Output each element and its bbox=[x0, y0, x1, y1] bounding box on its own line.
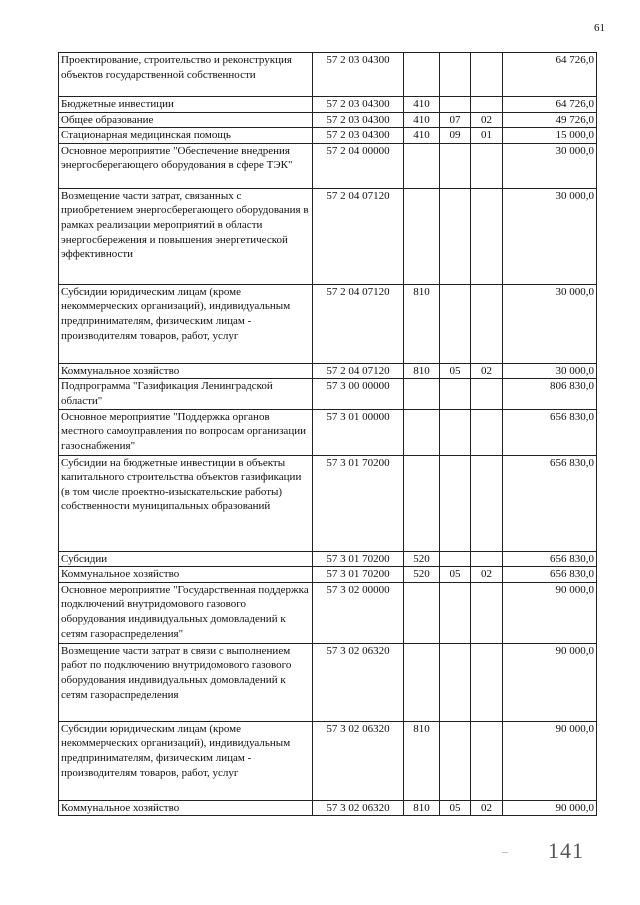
row-subsection bbox=[471, 97, 503, 113]
row-expense-type bbox=[404, 379, 440, 409]
row-name: Коммунальное хозяйство bbox=[59, 567, 313, 583]
row-name: Субсидии bbox=[59, 551, 313, 567]
row-name: Возмещение части затрат в связи с выполнением работ по подключению внутридомового газового оборудования индивидуальных домовладений к сетям газораспределения bbox=[59, 643, 313, 721]
row-expense-type bbox=[404, 188, 440, 284]
row-section bbox=[440, 582, 471, 643]
footer-dots: ... bbox=[502, 846, 508, 855]
row-section bbox=[440, 97, 471, 113]
row-expense-type: 810 bbox=[404, 800, 440, 816]
row-section bbox=[440, 53, 471, 97]
budget-table bbox=[58, 52, 597, 816]
row-sum: 90 000,0 bbox=[503, 643, 597, 721]
row-name: Проектирование, строительство и реконструкция объектов государственной собственности bbox=[59, 53, 313, 97]
row-target-code: 57 3 01 70200 bbox=[313, 455, 404, 551]
table-row bbox=[59, 800, 597, 816]
row-sum: 656 830,0 bbox=[503, 567, 597, 583]
row-expense-type bbox=[404, 53, 440, 97]
row-target-code: 57 3 01 00000 bbox=[313, 409, 404, 455]
row-subsection: 01 bbox=[471, 128, 503, 144]
row-target-code: 57 3 01 70200 bbox=[313, 551, 404, 567]
row-section bbox=[440, 455, 471, 551]
table-row bbox=[59, 97, 597, 113]
row-sum: 90 000,0 bbox=[503, 721, 597, 800]
row-subsection bbox=[471, 53, 503, 97]
row-expense-type: 810 bbox=[404, 363, 440, 379]
row-expense-type bbox=[404, 409, 440, 455]
row-expense-type: 410 bbox=[404, 97, 440, 113]
row-target-code: 57 2 04 07120 bbox=[313, 363, 404, 379]
table-row bbox=[59, 379, 597, 409]
row-target-code: 57 2 03 04300 bbox=[313, 97, 404, 113]
row-subsection bbox=[471, 188, 503, 284]
row-target-code: 57 2 03 04300 bbox=[313, 112, 404, 128]
row-target-code: 57 3 01 70200 bbox=[313, 567, 404, 583]
row-subsection bbox=[471, 284, 503, 363]
row-section bbox=[440, 721, 471, 800]
row-sum: 656 830,0 bbox=[503, 551, 597, 567]
row-sum: 49 726,0 bbox=[503, 112, 597, 128]
row-section: 05 bbox=[440, 800, 471, 816]
row-target-code: 57 2 03 04300 bbox=[313, 53, 404, 97]
row-target-code: 57 3 02 06320 bbox=[313, 721, 404, 800]
row-subsection bbox=[471, 721, 503, 800]
row-name: Субсидии юридическим лицам (кроме некоммерческих организаций), индивидуальным предпринимателям, физическим лицам - производителям товаров, работ, услуг bbox=[59, 721, 313, 800]
row-section bbox=[440, 379, 471, 409]
row-subsection: 02 bbox=[471, 567, 503, 583]
row-sum: 15 000,0 bbox=[503, 128, 597, 144]
row-name: Бюджетные инвестиции bbox=[59, 97, 313, 113]
row-expense-type bbox=[404, 455, 440, 551]
row-expense-type: 810 bbox=[404, 721, 440, 800]
row-subsection bbox=[471, 409, 503, 455]
row-name: Субсидии на бюджетные инвестиции в объекты капитального строительства объектов газификации (в том числе проектно-изыскательские работы) собственности муниципальных образований bbox=[59, 455, 313, 551]
table-row bbox=[59, 582, 597, 643]
table-row bbox=[59, 567, 597, 583]
row-name: Основное мероприятие "Государственная поддержка подключений внутридомового газового оборудования индивидуальных домовладений к сетям газораспределения" bbox=[59, 582, 313, 643]
table-row bbox=[59, 551, 597, 567]
row-name: Коммунальное хозяйство bbox=[59, 363, 313, 379]
row-sum: 656 830,0 bbox=[503, 409, 597, 455]
row-sum: 30 000,0 bbox=[503, 143, 597, 188]
row-section: 09 bbox=[440, 128, 471, 144]
row-name: Коммунальное хозяйство bbox=[59, 800, 313, 816]
table-row bbox=[59, 721, 597, 800]
row-expense-type: 810 bbox=[404, 284, 440, 363]
table-row bbox=[59, 409, 597, 455]
row-sum: 30 000,0 bbox=[503, 284, 597, 363]
row-expense-type: 520 bbox=[404, 567, 440, 583]
row-section bbox=[440, 284, 471, 363]
row-section bbox=[440, 551, 471, 567]
row-name: Общее образование bbox=[59, 112, 313, 128]
row-target-code: 57 3 02 06320 bbox=[313, 643, 404, 721]
row-sum: 30 000,0 bbox=[503, 188, 597, 284]
row-name: Стационарная медицинская помощь bbox=[59, 128, 313, 144]
row-target-code: 57 2 04 07120 bbox=[313, 284, 404, 363]
row-sum: 90 000,0 bbox=[503, 800, 597, 816]
footer-page-mark: 141 bbox=[548, 838, 584, 863]
row-sum: 806 830,0 bbox=[503, 379, 597, 409]
table-row bbox=[59, 643, 597, 721]
row-subsection bbox=[471, 582, 503, 643]
table-row bbox=[59, 363, 597, 379]
row-sum: 64 726,0 bbox=[503, 53, 597, 97]
row-subsection bbox=[471, 643, 503, 721]
row-expense-type bbox=[404, 643, 440, 721]
row-subsection bbox=[471, 551, 503, 567]
row-subsection: 02 bbox=[471, 800, 503, 816]
row-expense-type: 410 bbox=[404, 112, 440, 128]
table-row bbox=[59, 143, 597, 188]
row-target-code: 57 2 04 07120 bbox=[313, 188, 404, 284]
row-subsection bbox=[471, 379, 503, 409]
row-section bbox=[440, 143, 471, 188]
table-row bbox=[59, 284, 597, 363]
row-expense-type bbox=[404, 143, 440, 188]
table-row bbox=[59, 53, 597, 97]
row-sum: 64 726,0 bbox=[503, 97, 597, 113]
row-expense-type: 520 bbox=[404, 551, 440, 567]
row-target-code: 57 2 03 04300 bbox=[313, 128, 404, 144]
row-name: Субсидии юридическим лицам (кроме некоммерческих организаций), индивидуальным предпринимателям, физическим лицам - производителям товаров, работ, услуг bbox=[59, 284, 313, 363]
page-number: 61 bbox=[594, 22, 605, 34]
row-sum: 30 000,0 bbox=[503, 363, 597, 379]
row-name: Основное мероприятие "Поддержка органов местного самоуправления по вопросам организации газоснабжения" bbox=[59, 409, 313, 455]
row-sum: 656 830,0 bbox=[503, 455, 597, 551]
row-name: Возмещение части затрат, связанных с приобретением энергосберегающего оборудования в рамках реализации мероприятий в области энергосбережения и повышения энергетической эффективности bbox=[59, 188, 313, 284]
row-section: 05 bbox=[440, 567, 471, 583]
row-target-code: 57 3 00 00000 bbox=[313, 379, 404, 409]
row-expense-type: 410 bbox=[404, 128, 440, 144]
row-subsection bbox=[471, 455, 503, 551]
row-subsection bbox=[471, 143, 503, 188]
table-row bbox=[59, 112, 597, 128]
row-section bbox=[440, 643, 471, 721]
row-subsection: 02 bbox=[471, 112, 503, 128]
row-sum: 90 000,0 bbox=[503, 582, 597, 643]
row-target-code: 57 3 02 06320 bbox=[313, 800, 404, 816]
row-section: 07 bbox=[440, 112, 471, 128]
row-expense-type bbox=[404, 582, 440, 643]
row-section bbox=[440, 409, 471, 455]
row-target-code: 57 2 04 00000 bbox=[313, 143, 404, 188]
row-name: Подпрограмма "Газификация Ленинградской области" bbox=[59, 379, 313, 409]
table-row bbox=[59, 188, 597, 284]
row-section: 05 bbox=[440, 363, 471, 379]
row-section bbox=[440, 188, 471, 284]
row-subsection: 02 bbox=[471, 363, 503, 379]
table-row bbox=[59, 128, 597, 144]
table-row bbox=[59, 455, 597, 551]
row-name: Основное мероприятие "Обеспечение внедрения энергосберегающего оборудования в сфере ТЭК" bbox=[59, 143, 313, 188]
row-target-code: 57 3 02 00000 bbox=[313, 582, 404, 643]
